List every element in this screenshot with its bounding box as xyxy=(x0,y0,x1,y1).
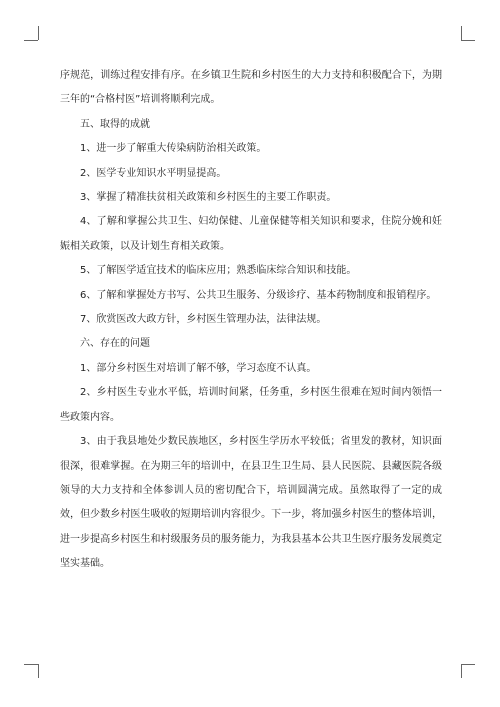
achievement-item-7: 7、欣赏医改大政方针，乡村医生管理办法，法律法规。 xyxy=(80,314,327,326)
achievement-item-6: 6、了解和掌握处方书写、公共卫生服务、分级诊疗、基本药物制度和报销程序。 xyxy=(80,289,437,301)
achievement-item-3: 3、掌握了精准扶贫相关政策和乡村医生的主要工作职责。 xyxy=(80,192,337,204)
problem-item-1: 1、部分乡村医生对培训了解不够，学习态度不认真。 xyxy=(80,362,317,374)
achievement-item-4: 4、了解和掌握公共卫生、妇幼保健、儿童保健等相关知识和要求，住院分娩和妊娠相关政策，以及计划生育相关政策。 xyxy=(60,216,442,252)
achievement-item-5: 5、了解医学适宜技术的临床应用；熟悉临床综合知识和技能。 xyxy=(80,265,357,277)
problem-item-3: 3、由于我县地处少数民族地区，乡村医生学历水平较低；省里发的教材，知识面很深，很难掌握。在为期三年的培训中，在县卫生卫生局、县人民医院、县藏医院各级领导的大力支持和全体参训人员的密切配合下，培训圆满完成。虽然取得了一定的成效，但少数乡村医生吸收的短期培训内容很少。下一步，将加强乡村医生的整体培训，进一步提高乡村医生和村级服务员的服务能力，为我县基本公共卫生医疗服务发展奠定坚实基础。 xyxy=(60,436,442,570)
section-heading-achievements: 五、取得的成就 xyxy=(80,118,150,130)
achievement-item-1: 1、进一步了解重大传染病防治相关政策。 xyxy=(80,143,267,155)
document-body xyxy=(60,64,442,577)
paragraph-continuation: 序规范，训练过程安排有序。在乡镇卫生院和乡村医生的大力支持和积极配合下，为期三年的“合格村医”培训将顺利完成。 xyxy=(60,70,442,106)
problem-item-2: 2、乡村医生专业水平低，培训时间紧，任务重，乡村医生很难在短时间内领悟一些政策内容。 xyxy=(60,387,442,423)
achievement-item-2: 2、医学专业知识水平明显提高。 xyxy=(80,167,227,179)
section-heading-problems: 六、存在的问题 xyxy=(80,338,150,350)
